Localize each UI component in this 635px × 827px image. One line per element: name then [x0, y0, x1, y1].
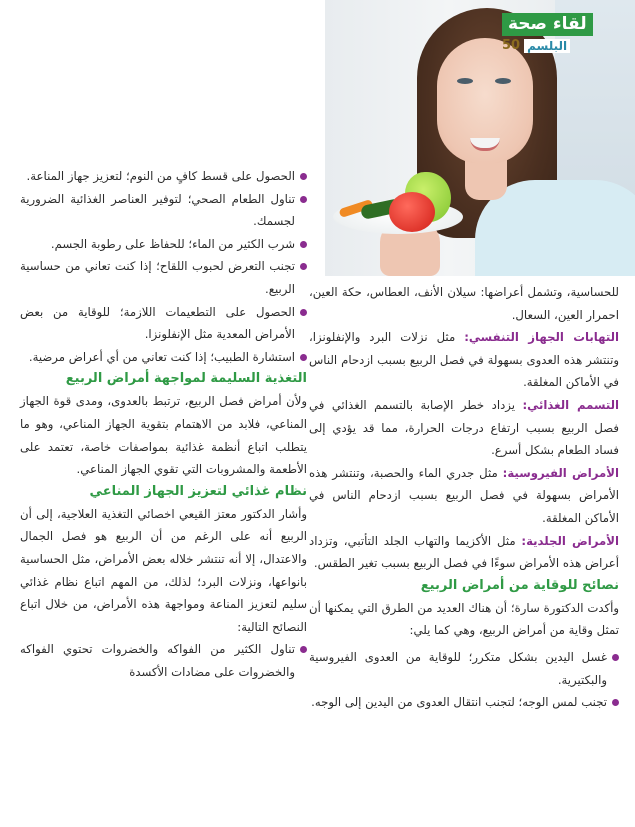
- section-title: لقاء صحة: [502, 13, 593, 36]
- left-eye: [457, 78, 473, 84]
- food-poisoning-paragraph: [309, 394, 619, 462]
- bullet-icon: [300, 241, 307, 248]
- list-item-text: تناول الطعام الصحي؛ لتوفير العناصر الغذائية الضرورية لجسمك.: [20, 191, 295, 229]
- viral-paragraph: [309, 462, 619, 530]
- skin-keyword: الأمراض الجلدية:: [521, 533, 619, 548]
- prevention-intro: وأكدت الدكتورة سارة؛ أن هناك العديد من الطرق التي يمكنها أن تمثل وقاية من أمراض الربيع، وهي كما يلي:: [309, 600, 619, 638]
- list-item-text: الحصول على التطعيمات اللازمة؛ للوقاية من بعض الأمراض المعدية مثل الإنفلونزا.: [20, 304, 295, 342]
- left-column: [20, 165, 307, 683]
- nutrition-heading: التغذية السليمة لمواجهة أمراض الربيع: [65, 371, 307, 387]
- list-item: [309, 646, 619, 691]
- skin-text: مثل الأكزيما والتهاب الجلد التأتبي، وتزداد أعراض هذه الأمراض سوءًا في فصل الربيع بسبب تغير الطقس.: [309, 533, 619, 571]
- skin-paragraph: [309, 530, 619, 575]
- respiratory-keyword: التهابات الجهاز التنفسي:: [464, 330, 619, 345]
- bullet-icon: [300, 263, 307, 270]
- nutrition-paragraph: ولأن أمراض فصل الربيع، ترتبط بالعدوى، ومدى قوة الجهاز المناعي، فلابد من الاهتمام بتقوية الجهاز المناعي، وهو ما يتطلب اتباع أنظمة غذائية بمواصفات خاصة، تعتمد على الأطعمة والمشروبات التي تقوي الجهاز المناعي.: [20, 394, 307, 477]
- food-poisoning-keyword: التسمم الغذائي:: [522, 397, 620, 412]
- list-item-text: غسل اليدين بشكل متكرر؛ للوقاية من العدوى الفيروسية والبكتيرية.: [309, 649, 607, 687]
- list-item-text: الحصول على قسط كافٍ من النوم؛ لتعزيز جهاز المناعة.: [26, 169, 295, 183]
- list-item-text: تجنب التعرض لحبوب اللقاح؛ إذا كنت تعاني من حساسية الربيع.: [20, 259, 295, 296]
- right-eye: [495, 78, 511, 84]
- respiratory-text: مثل نزلات البرد والإنفلونزا، وتنتشر هذه العدوى بسهولة في فصل الربيع بسبب ازدحام الناس في الأماكن المغلقة.: [309, 330, 619, 390]
- section-badge: [502, 0, 635, 56]
- bullet-icon: [300, 354, 307, 361]
- right-column: [309, 281, 619, 714]
- magazine-name: البلسم: [524, 39, 570, 53]
- list-item: [20, 165, 307, 188]
- page-number: 50: [502, 38, 521, 53]
- list-item: [20, 255, 307, 300]
- list-item-text: شرب الكثير من الماء؛ للحفاظ على رطوبة الجسم.: [50, 236, 295, 251]
- diet-paragraph: وأشار الدكتور معتز القيعي اخصائي التغذية العلاجية، إلى أن الربيع أنه على الرغم من أن الربيع هو فصل الجمال والاعتدال، إلا أنه تنتشر خلاله بعض الأمراض، مثل الحساسية بانواعها، ونزلات البرد؛ لذلك، من المهم اتباع نظام غذائي سليم لتعزيز المناعة ومواجهة هذه الأمراض، من خلال اتباع النصائح التالية:: [20, 506, 307, 634]
- list-item: [20, 301, 307, 346]
- list-item: [309, 691, 619, 714]
- bullet-icon: [300, 173, 307, 180]
- bullet-icon: [612, 654, 619, 661]
- tomato: [389, 192, 435, 232]
- bullet-icon: [300, 196, 307, 203]
- list-item-text: استشارة الطبيب؛ إذا كنت تعاني من أي أعراض مرضية.: [28, 349, 295, 364]
- list-item-text: تناول الكثير من الفواكه والخضروات تحتوي الفواكه والخضروات على مضادات الأكسدة: [20, 642, 295, 679]
- list-item-text: تجنب لمس الوجه؛ لتجنب انتقال العدوى من اليدين إلى الوجه.: [311, 695, 607, 710]
- list-item: [20, 346, 307, 369]
- prevention-heading: نصائح للوقاية من أمراض الربيع: [420, 577, 619, 593]
- viral-text: مثل جدري الماء والحصبة، وتنتشر هذه الأمراض بسهولة في فصل الربيع بسبب ازدحام الناس في الأماكن المغلقة.: [309, 465, 619, 525]
- magazine-tag: [502, 38, 570, 53]
- respiratory-paragraph: [309, 326, 619, 394]
- list-item: [20, 638, 307, 683]
- bullet-icon: [300, 309, 307, 316]
- list-item: [20, 188, 307, 233]
- diet-heading: نظام غذائي لتعزيز الجهاز المناعي: [89, 483, 307, 499]
- viral-keyword: الأمراض الفيروسية:: [502, 465, 619, 480]
- bullet-icon: [612, 699, 619, 706]
- allergy-symptoms-paragraph: للحساسية، وتشمل أعراضها: سيلان الأنف، العطاس، حكة العين، احمرار العين، السعال.: [309, 285, 619, 322]
- food-poisoning-text: يزداد خطر الإصابة بالتسمم الغذائي في فصل الربيع بسبب ارتفاع درجات الحرارة، مما قد يؤدي إلى فساد الطعام بشكل أسرع.: [309, 397, 619, 458]
- list-item: [20, 233, 307, 256]
- bullet-icon: [300, 646, 307, 653]
